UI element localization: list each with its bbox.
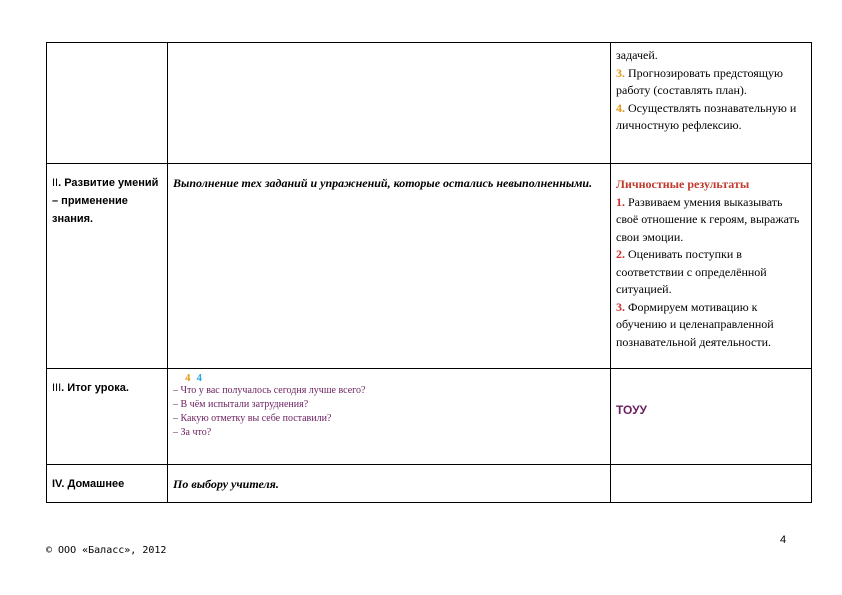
results-cell	[611, 164, 812, 369]
stage-cell: II. Развитие умений – применение знания.	[47, 164, 168, 369]
copyright: © ООО «Баласс», 2012	[46, 545, 167, 556]
result-line: 3. Прогнозировать предстоящую работу (составлять план).	[616, 65, 784, 97]
stage-cell	[47, 43, 168, 164]
task-cell: Выполнение тех заданий и упражнений, которые остались невыполненными.	[168, 164, 611, 369]
results-cell	[611, 465, 812, 503]
badge-blue: 4	[196, 372, 202, 384]
stage-cell: III. Итог урока.	[47, 369, 168, 465]
result-line: 1. Развиваем умения выказывать своё отношение к героям, выражать свои эмоции.	[616, 194, 800, 244]
question-item: – Какую отметку вы себе поставили?	[173, 413, 332, 424]
question-item: – Что у вас получалось сегодня лучше всего?	[173, 385, 366, 396]
table-row	[47, 164, 812, 369]
question-item: – В чём испытали затруднения?	[173, 399, 309, 410]
badge-row	[173, 372, 605, 384]
page-number: 4	[780, 534, 787, 546]
result-line: 3. Формируем мотивацию к обучению и целенаправленной познавательной деятельности.	[616, 299, 774, 349]
table-row	[47, 465, 812, 503]
results-cell: ТОУУ	[611, 369, 812, 465]
result-line: 4. Осуществлять познавательную и личностную рефлексию.	[616, 100, 797, 132]
task-cell	[168, 43, 611, 164]
results-header: Личностные результаты	[616, 177, 750, 191]
lesson-plan-table	[46, 42, 812, 503]
stage-cell: IV. Домашнее	[47, 465, 168, 503]
badge-orange: 4	[185, 372, 191, 384]
table-row	[47, 43, 812, 164]
task-cell	[168, 369, 611, 465]
task-cell: По выбору учителя.	[168, 465, 611, 503]
question-item: – За что?	[173, 427, 212, 438]
table-row	[47, 369, 812, 465]
results-cell	[611, 43, 812, 164]
result-line: 2. Оценивать поступки в соответствии с определённой ситуацией.	[616, 247, 767, 296]
result-line: задачей.	[616, 48, 658, 62]
